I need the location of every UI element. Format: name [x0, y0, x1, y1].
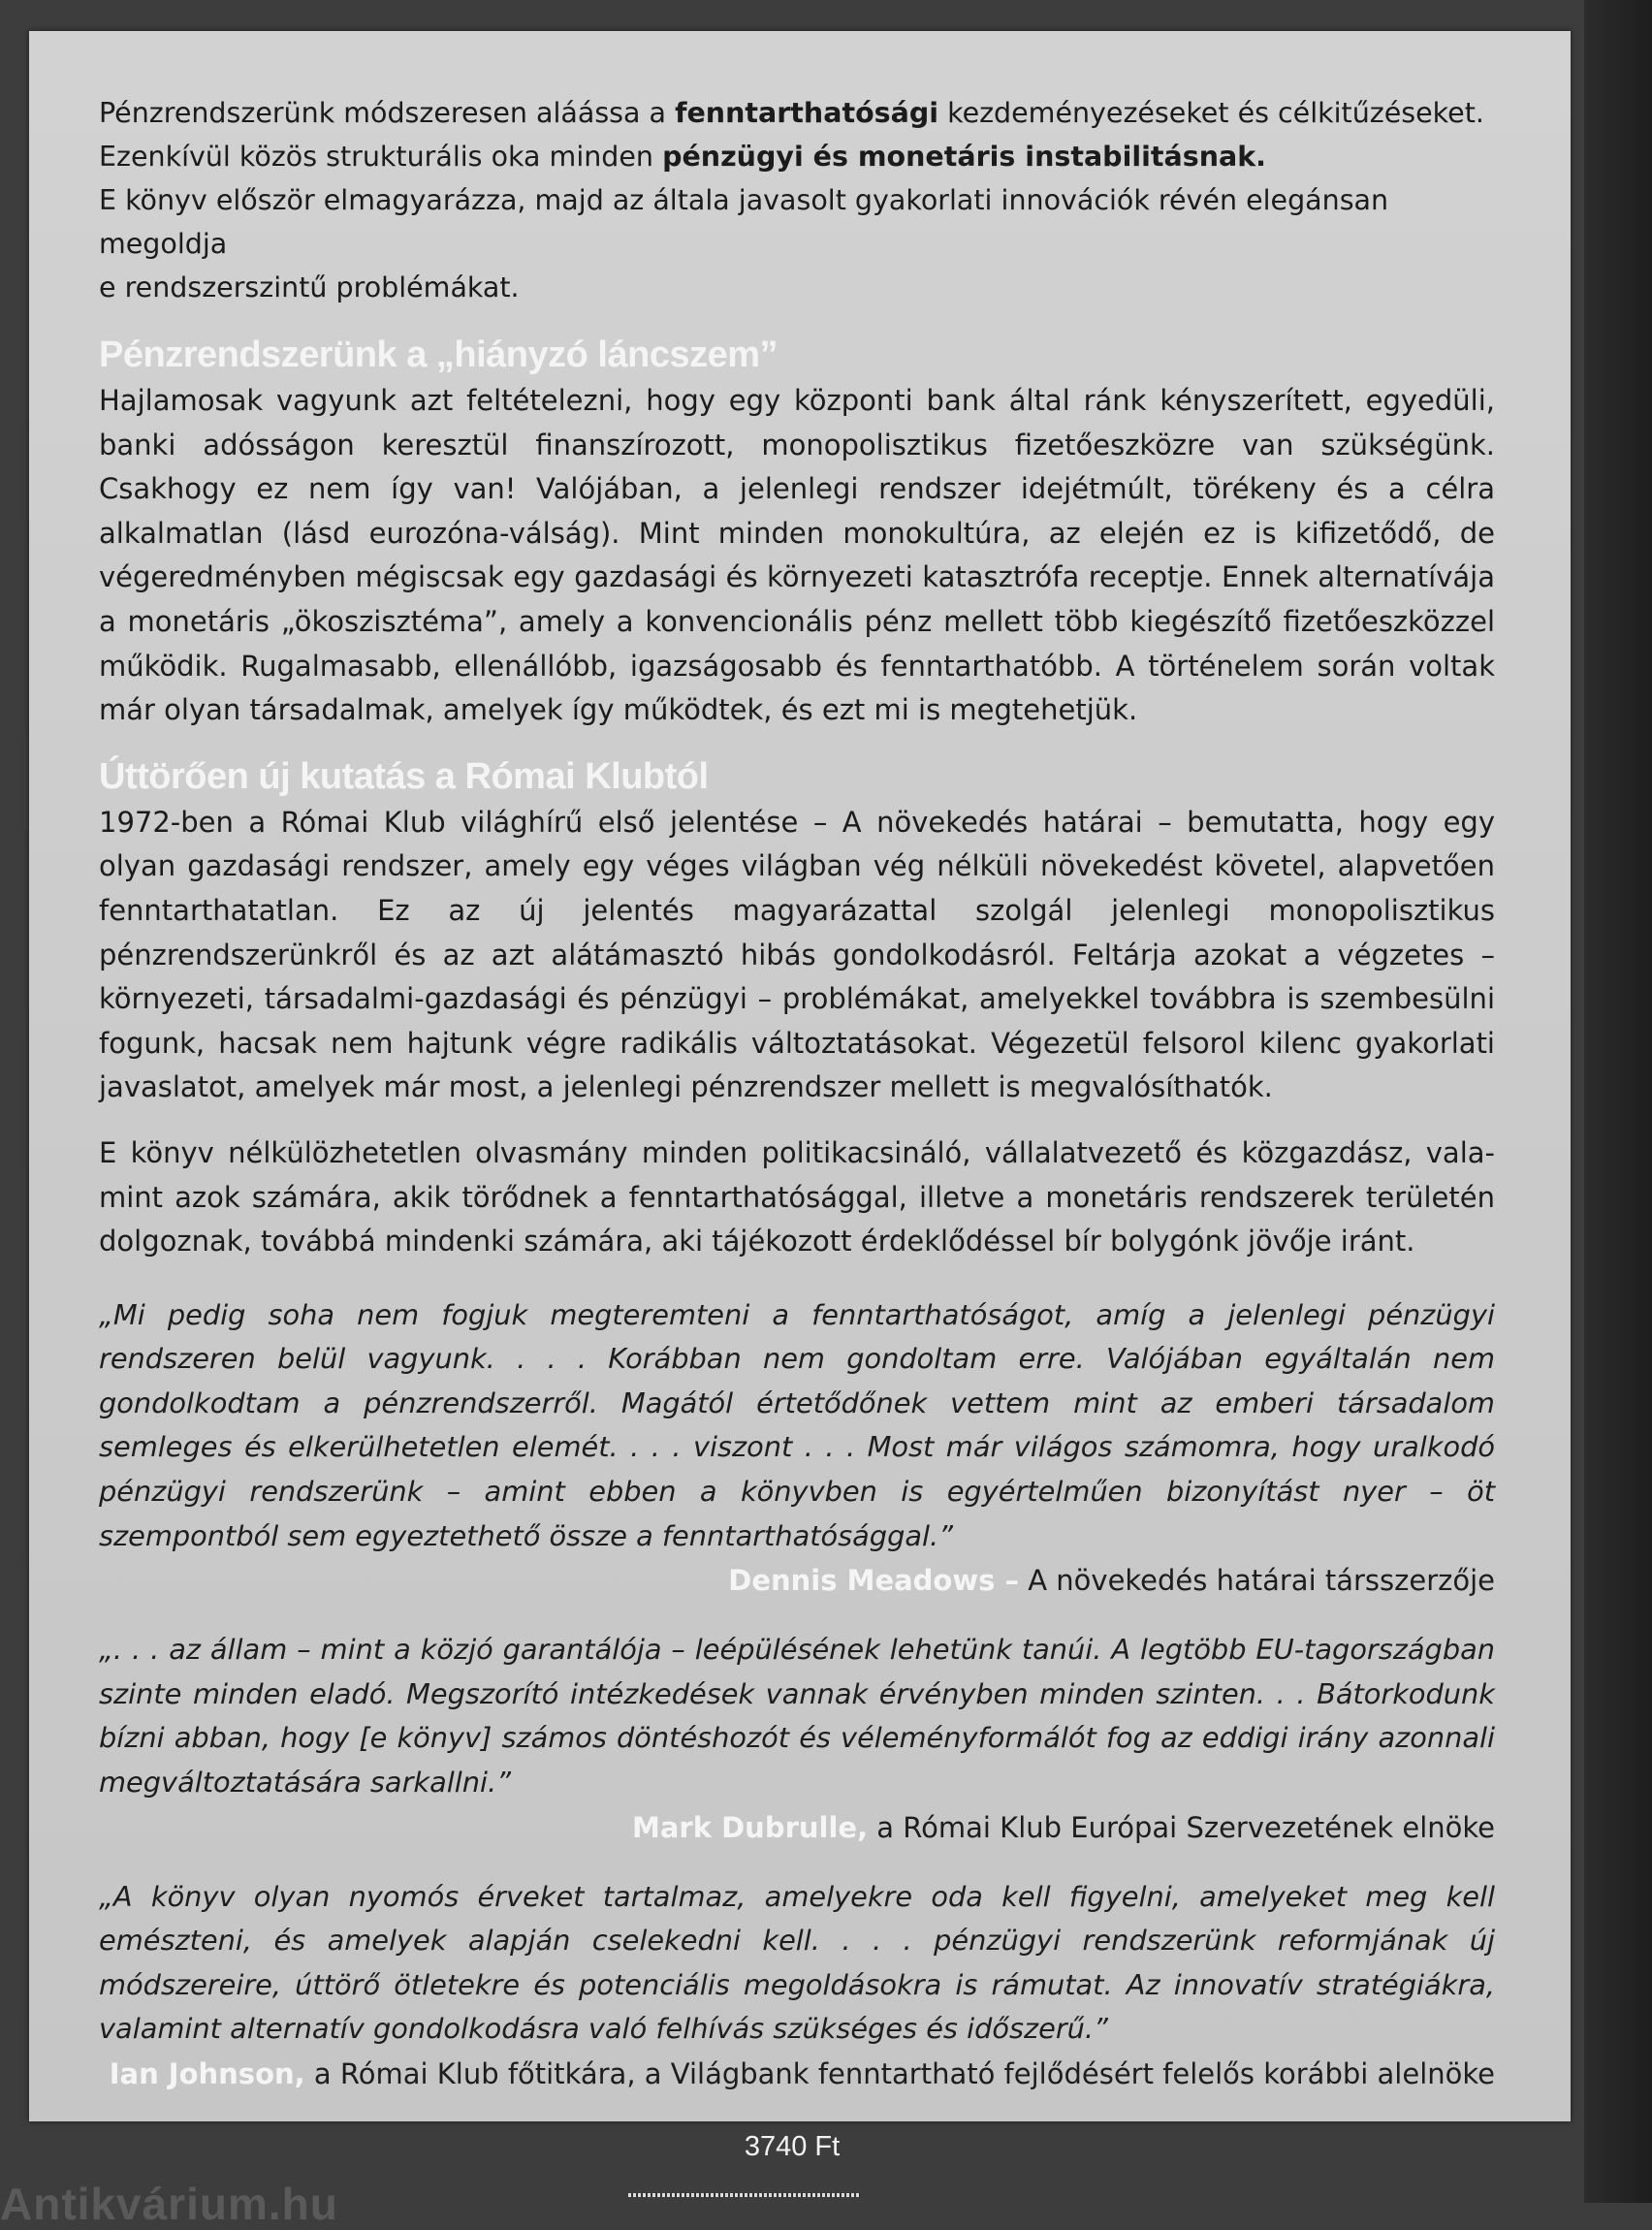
attribution-dubrulle — [99, 1805, 1495, 1850]
section-body-missing-link: Hajlamosak vagyunk azt feltételezni, hogy egy központi bank által ránk kényszerített, egyedüli, banki adósságon keresztül finanszírozott, monopolisztikus fizetőeszközre van szükségünk. Csakhogy ez nem így van! Valójában, a jelenlegi rendszer idejétmúlt, törékeny és a célra alkalmatlan (lásd eurozóna-válság). Mint minden monokultúra, az elején ez is kifizetődő, de végeredményben mégiscsak egy gazdasági és környezeti katasztrófa receptje. Ennek alternatívája a monetáris „ökoszisztéma”, amely a konvencionális pénz mellett több kiegészítő fizetőeszközzel működik. Rugalmasabb, ellenállóbb, igazságosabb és fenntarthatóbb. A történelem során voltak már olyan társadalmak, amelyek így működtek, és ezt mi is megtehetjük. — [99, 384, 1495, 727]
author-name: Ian Johnson, — [109, 2057, 305, 2090]
author-role: a Római Klub Európai Szervezetének elnöke — [868, 1810, 1495, 1844]
section-body-club-of-rome: 1972-ben a Római Klub világhírű első jelentése – A növekedés határai – bemutatta, hogy egy olyan gazdasági rendszer, amely egy véges világban vég nélküli növekedést követel, alapvetően fenntarthatatlan. Ez az új jelentés magyarázattal szolgál jelenlegi monopolisztikus pénzrendszerünkről és az azt alátámasztó hibás gondolkodásról. Feltárja azokat a végzetes – környezeti, társadalmi-gazdasági és pénzügyi – problémákat, amelyekkel továbbra is szembesülni fogunk, hacsak nem hajtunk végre radikális változtatásokat. Végezetül felsorol kilenc gyakorlati javaslatot, amelyek már most, a jelenlegi pénzrendszer mellett is megvalósíthatók. — [99, 805, 1495, 1104]
intro-line-3: E könyv először elmagyarázza, majd az általa javasolt gyakorlati innovációk révén elegánsan megoldja — [99, 184, 1389, 260]
intro-line-2: Ezenkívül közös strukturális oka minden pénzügyi és monetáris instabilitásnak. — [99, 141, 1267, 173]
intro-line-4: e rendszerszintű problémákat. — [99, 271, 520, 303]
author-name: Dennis Meadows – — [728, 1564, 1020, 1598]
author-role: A növekedés határai társszerzője — [1019, 1564, 1495, 1598]
price-label: 3740 Ft — [744, 2131, 841, 2162]
quote-meadows: „Mi pedig soha nem fogjuk megteremteni a fenntarthatóságot, amíg a jelenlegi pénzügyi rendszeren belül vagyunk. . . . Korábban nem gondoltam erre. Valójában egyáltalán nem gondolkodtam a pénzrendszerről. Magától értetődőnek vettem mint az emberi társadalom semleges és elkerülhetetlen elemét. . . . viszont . . . Most már világos számomra, hogy uralkodó pénzügyi rendszerünk – amint ebben a könyvben is egyértelműen bizonyítást nyer – öt szempontból sem egyeztethető össze a fenntarthatósággal.” — [99, 1297, 1495, 1552]
attribution-johnson — [99, 2052, 1495, 2096]
watermark-text: Antikvárium.hu — [0, 2179, 338, 2229]
back-cover-text — [99, 91, 1495, 2096]
book-edge — [1584, 0, 1652, 2203]
section-heading-missing-link: Pénzrendszerünk a „hiányzó láncszem” — [99, 334, 778, 375]
intro-paragraph — [99, 91, 1495, 309]
intro-line-1: Pénzrendszerünk módszeresen aláássa a fenntarthatósági kezdeményezéseket és célkitűzéseket. — [99, 97, 1484, 129]
attribution-meadows — [99, 1558, 1495, 1603]
author-role: a Római Klub főtitkára, a Világbank fenntartható fejlődésért felelős korábbi alelnöke — [304, 2057, 1495, 2090]
quote-johnson: „A könyv olyan nyomós érveket tartalmaz, amelyekre oda kell figyelni, amelyeket meg kell emészteni, és amelyek alapján cselekedni kell. . . . pénzügyi rendszerünk reformjának új módszereire, úttörő ötletekre és potenciális megoldásokra is rámutat. Az innovatív stratégiákra, valamint alternatív gondolkodásra való felhívás szükséges és időszerű.” — [99, 1879, 1495, 2046]
quote-dubrulle: „. . . az állam – mint a közjó garantálója – leépülésének lehetünk tanúi. A legtöbb EU-tagországban szinte minden eladó. Megszorító intézkedések vannak érvényben minden szinten. . . Bátorkodunk bízni abban, hogy [e könyv] számos döntéshozót és véleményformálót fog az eddigi irány azonnali megváltoztatására sarkallni.” — [99, 1633, 1495, 1800]
barcode-strip — [628, 2193, 861, 2197]
section-heading-club-of-rome: Úttörően új kutatás a Római Klubtól — [99, 755, 709, 797]
back-cover-panel — [29, 31, 1571, 2121]
author-name: Mark Dubrulle, — [631, 1810, 869, 1844]
section-body-audience: E könyv nélkülözhetetlen olvasmány minden politikacsináló, vállalatvezető és közgazdász, valamint azok számára, akik törődnek a fenntarthatósággal, illetve a monetáris rendszerek területén dolgoznak, továbbá mindenki számára, aki tájékozott érdeklődéssel bír bolygónk jövője iránt. — [99, 1135, 1495, 1258]
